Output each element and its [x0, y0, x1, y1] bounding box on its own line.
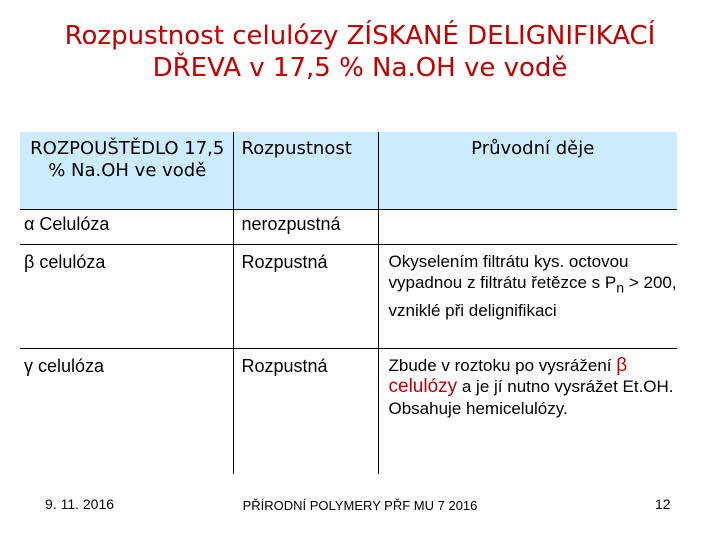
cell-solvent: α Celulóza [20, 209, 233, 244]
page-number: 12 [655, 496, 671, 512]
cell-solubility: nerozpustná [233, 209, 378, 244]
highlight-text: β celulózy [388, 354, 628, 397]
footer-date: 9. 11. 2016 [45, 496, 115, 512]
cell-solubility: Rozpustná [233, 244, 378, 348]
footer-center: PŘÍRODNÍ POLYMERY PŘF MU 7 2016 [242, 498, 478, 513]
solubility-table [20, 132, 677, 474]
cell-note [378, 348, 677, 474]
header-solvent: ROZPOUŠTĚDLO 17,5 % Na.OH ve vodě [20, 132, 233, 209]
note-text: Zbude v roztoku po vysrážení β celulózy a je jí nutno vysrážet Et.OH. Obsahuje hemicelulózy. [388, 354, 674, 418]
note-text: Okyselením filtrátu kys. octovou vypadnou z filtrátu řetězce s $P_n > 200$, vzniklé při delignifikaci [388, 251, 677, 320]
slide-title: Rozpustnost celulózy ZÍSKANÉ DELIGNIFIKACÍ DŘEVA v 17,5 % Na.OH ve vodě [64, 21, 656, 83]
cell-note [378, 244, 677, 348]
table-row [20, 244, 677, 348]
table-row [20, 209, 677, 244]
cell-solubility: Rozpustná [233, 348, 378, 474]
table-header-row [20, 132, 677, 209]
header-solubility: Rozpustnost [233, 132, 378, 209]
cell-note [378, 209, 677, 244]
table-row [20, 348, 677, 474]
cell-solvent: β celulóza [20, 244, 233, 348]
cell-solvent: γ celulóza [20, 348, 233, 474]
header-processes: Průvodní děje [378, 132, 677, 209]
